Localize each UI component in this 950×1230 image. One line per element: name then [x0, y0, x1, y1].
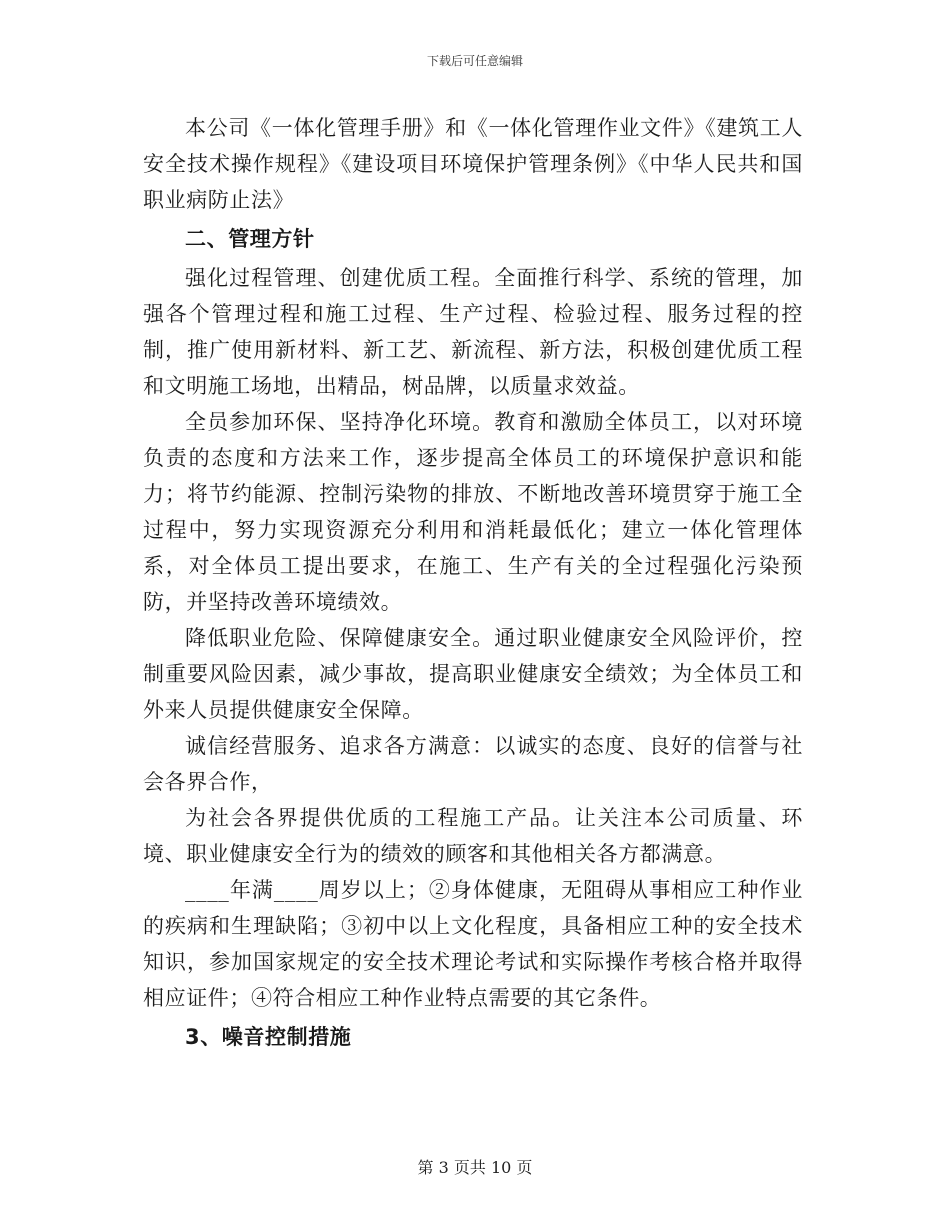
document-body	[143, 110, 803, 1058]
paragraph-references: 本公司《一体化管理手册》和《一体化管理作业文件》《建筑工人安全技术操作规程》《建设项目环境保护管理条例》《中华人民共和国职业病防止法》	[143, 116, 803, 212]
paragraph-requirements: ____年满____周岁以上；②身体健康，无阻碍从事相应工种作业的疾病和生理缺陷；③初中以上文化程度，具备相应工种的安全技术知识，参加国家规定的安全技术理论考试和实际操作考核合格并取得相应证件；④符合相应工种作业特点需要的其它条件。	[143, 878, 803, 1010]
paragraph-products: 为社会各界提供优质的工程施工产品。让关注本公司质量、环境、职业健康安全行为的绩效的顾客和其他相关各方都满意。	[143, 806, 803, 866]
paragraph-integrity: 诚信经营服务、追求各方满意：以诚实的态度、良好的信誉与社会各界合作，	[143, 734, 803, 794]
section-heading-management-policy: 二、管理方针	[185, 227, 315, 251]
page-footer: 第 3 页共 10 页	[417, 1158, 533, 1177]
section-heading-noise-control: 3、噪音控制措施	[185, 1025, 352, 1049]
page-header: 下载后可任意编辑	[426, 54, 523, 68]
paragraph-safety: 降低职业危险、保障健康安全。通过职业健康安全风险评价，控制重要风险因素，减少事故，提高职业健康安全绩效；为全体员工和外来人员提供健康安全保障。	[143, 626, 803, 722]
paragraph-environment: 全员参加环保、坚持净化环境。教育和激励全体员工，以对环境负责的态度和方法来工作，逐步提高全体员工的环境保护意识和能力；将节约能源、控制污染物的排放、不断地改善环境贯穿于施工全过程中，努力实现资源充分利用和消耗最低化；建立一体化管理体系，对全体员工提出要求，在施工、生产有关的全过程强化污染预防，并坚持改善环境绩效。	[143, 410, 803, 614]
paragraph-quality: 强化过程管理、创建优质工程。全面推行科学、系统的管理，加强各个管理过程和施工过程、生产过程、检验过程、服务过程的控制，推广使用新材料、新工艺、新流程、新方法，积极创建优质工程和文明施工场地，出精品，树品牌，以质量求效益。	[143, 266, 803, 398]
